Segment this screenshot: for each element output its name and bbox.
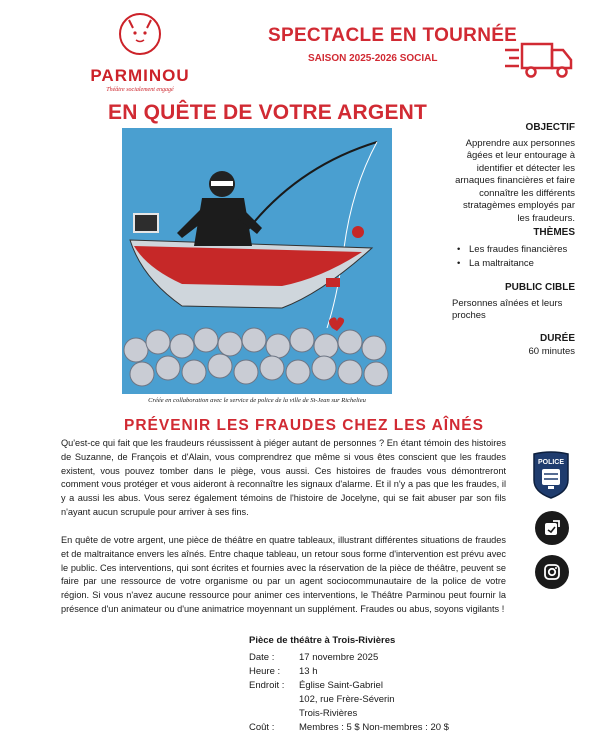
- place-line-3: Trois-Rivières: [299, 708, 358, 719]
- body-paragraph-2: En quête de votre argent, une pièce de théâtre en quatre tableaux, illustrant différentes situations de fraudes et de maltraitance envers les aînés. Entre chaque tableau, un retour sous forme d'intervention est prévu avec le public. Ces interventions, qui sont écrites et fournies avec la réservation de la pièce de théâtre, peuvent se faire par une ressource de votre organisme ou par un agent sociocommunautaire de la police de votre région. Si vous n'avez aucune ressource pour animer ces interventions, le Théâtre Parminou peut fournir la présence d'un animateur ou d'une animatrice moyennant un supplément. Fraudes ou abus, soyons vigilants !: [61, 535, 506, 614]
- theme-item: • La maltraitance: [452, 258, 575, 271]
- show-title: EN QUÊTE DE VOTRE ARGENT: [108, 101, 428, 124]
- duration-text: 60 minutes: [528, 345, 575, 357]
- place-line-1: Église Saint-Gabriel: [299, 680, 383, 691]
- place-value: [299, 679, 395, 721]
- camera-icon: [543, 563, 561, 581]
- event-place-row: [249, 679, 449, 721]
- event-cost-row: [249, 721, 449, 735]
- objective-block: [452, 122, 575, 225]
- show-illustration: [122, 128, 392, 394]
- police-badge-icon: [530, 450, 572, 500]
- themes-heading: THÈMES: [533, 227, 575, 238]
- cost-label: Coût :: [249, 722, 275, 733]
- brand-name: PARMINOU: [90, 66, 190, 85]
- section-title: PRÉVENIR LES FRAUDES CHEZ LES AÎNÉS: [124, 417, 484, 434]
- time-label: Heure :: [249, 666, 281, 677]
- theme-item: • Les fraudes financières: [452, 244, 575, 257]
- audience-heading: PUBLIC CIBLE: [505, 282, 575, 293]
- objective-text: Apprendre aux personnes âgées et leur entourage à identifier et détecter les arnaques financières et faire connaître les différents stratagèmes employés par les fraudeurs.: [455, 137, 575, 224]
- event-details: [249, 634, 449, 735]
- instagram-icon[interactable]: [535, 555, 569, 589]
- time-value: 13 h: [299, 666, 318, 677]
- police-badge-text: POLICE: [537, 459, 565, 466]
- brand-tagline: Théâtre socialement engagé: [106, 87, 174, 93]
- document-icon: [543, 519, 561, 537]
- place-line-2: 102, rue Frère-Séverin: [299, 694, 395, 705]
- audience-text: Personnes aînées et leurs proches: [452, 297, 563, 321]
- truck-icon: [505, 38, 575, 82]
- event-heading: Pièce de théâtre à Trois-Rivières: [249, 635, 396, 646]
- duration-heading: DURÉE: [539, 333, 575, 344]
- website-icon[interactable]: [535, 511, 569, 545]
- event-date-row: [249, 651, 449, 665]
- event-time-row: [249, 665, 449, 679]
- duration-block: [452, 333, 575, 358]
- body-paragraph-1: Qu'est-ce qui fait que les fraudeurs réussissent à piéger autant de personnes ? En étant témoin des histoires de Suzanne, de François et d'Alain, vous comprendrez que même si vous êtes conscient que les fraudes existent, vous pouvez tomber dans le piège, vous aussi. Ces histoires de fraudes vous démontreront comment vous protéger et vous aideront à reconnaître les signaux d'alarme. Et il n'y a pas que les fraudes, il y a aussi les abus. Vous serez également témoins de l'histoire de Jocelyne, qui se fait abuser par son fils n'ayant aucun scrupule pour arriver à ses fins.: [61, 438, 506, 517]
- cost-value: Membres : 5 $ Non-membres : 20 $: [299, 722, 449, 733]
- illustration-caption: Créée en collaboration avec le service de police de la ville de St-Jean sur Richelieu: [148, 397, 366, 404]
- objective-heading: OBJECTIF: [525, 122, 575, 133]
- cat-logo-icon: [115, 8, 165, 58]
- place-label: Endroit :: [249, 680, 285, 691]
- audience-block: [452, 282, 575, 323]
- date-value: 17 novembre 2025: [299, 652, 379, 663]
- parminou-logo: [84, 8, 196, 93]
- date-label: Date :: [249, 652, 275, 663]
- tour-season: SAISON 2025-2026 SOCIAL: [308, 53, 438, 64]
- themes-block: [452, 227, 575, 273]
- tour-title: SPECTACLE EN TOURNÉE: [268, 25, 518, 46]
- themes-list: [452, 244, 575, 271]
